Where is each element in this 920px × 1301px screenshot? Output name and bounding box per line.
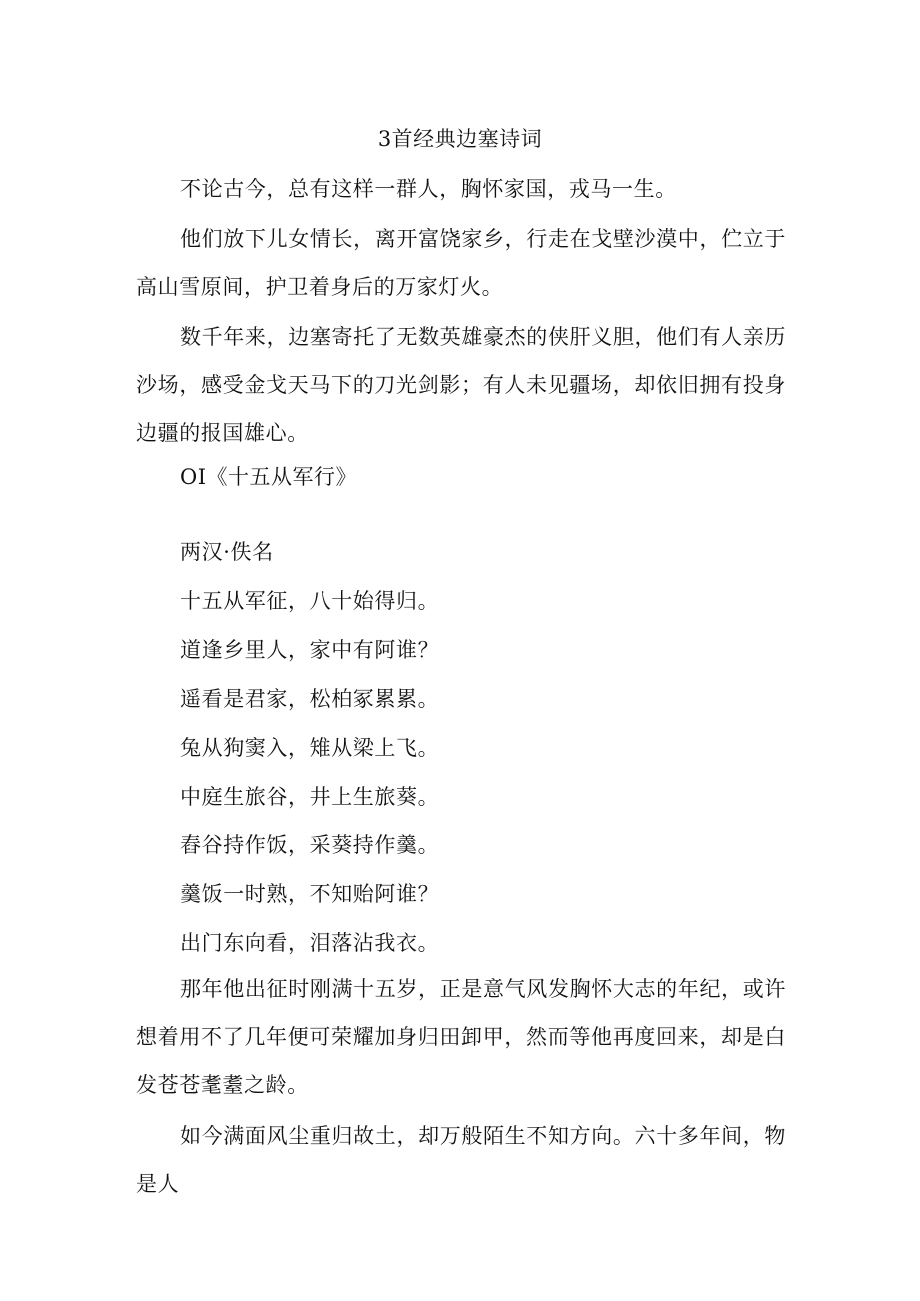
commentary-paragraph-2: 如今满面风尘重归故土，却万般陌生不知方向。六十多年间，物是人 bbox=[136, 1124, 786, 1196]
section-heading: OI《十五从军行》 bbox=[180, 465, 358, 489]
poem-line: 羹饭一时熟，不知贻阿谁？ bbox=[180, 882, 440, 906]
poem-line: 中庭生旅谷，井上生旅葵。 bbox=[180, 785, 440, 809]
poem-line: 道逢乡里人，家中有阿谁？ bbox=[180, 638, 440, 662]
document-title: 3首经典边塞诗词 bbox=[377, 127, 543, 151]
commentary-paragraph-1: 那年他出征时刚满十五岁，正是意气风发胸怀大志的年纪，或许想着用不了几年便可荣耀加身归田卸甲，然而等他再度回来，却是白发苍苍耄耋之龄。 bbox=[136, 977, 786, 1097]
poem-line: 兔从狗窦入，雉从梁上飞。 bbox=[180, 736, 440, 760]
intro-paragraph-3: 数千年来，边塞寄托了无数英雄豪杰的侠肝义胆，他们有人亲历沙场，感受金戈天马下的刀光剑影；有人未见疆场，却依旧拥有投身边疆的报国雄心。 bbox=[136, 325, 786, 445]
poem-line: 出门东向看，泪落沾我衣。 bbox=[180, 931, 440, 955]
intro-paragraph-2: 他们放下儿女情长，离开富饶家乡，行走在戈壁沙漠中，伫立于高山雪原间，护卫着身后的万家灯火。 bbox=[136, 227, 786, 299]
poem-line: 十五从军征，八十始得归。 bbox=[180, 589, 440, 613]
poem-line: 遥看是君家，松柏冢累累。 bbox=[180, 687, 440, 711]
intro-paragraph-1: 不论古今，总有这样一群人，胸怀家国，戎马一生。 bbox=[180, 177, 677, 201]
poem-author: 两汉·佚名 bbox=[180, 540, 274, 564]
poem-line: 舂谷持作饭，采葵持作羹。 bbox=[180, 833, 440, 857]
